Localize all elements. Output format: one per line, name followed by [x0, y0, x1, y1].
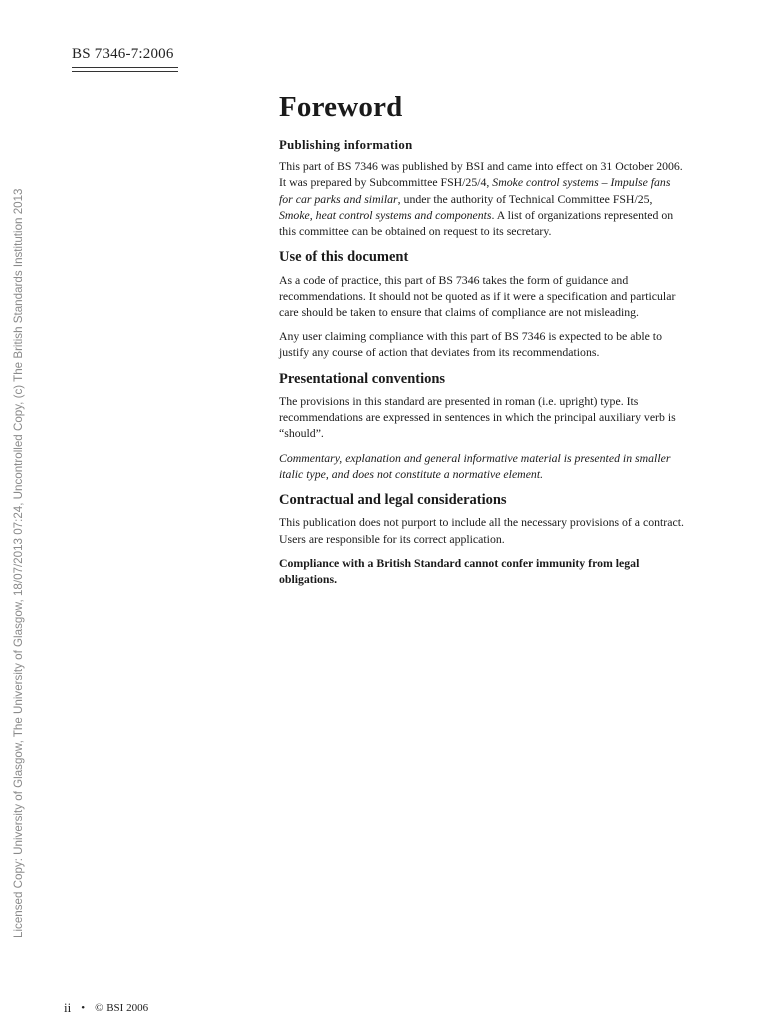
- committee-title: Smoke, heat control systems and components: [279, 207, 492, 222]
- copyright-notice: © BSI 2006: [95, 1002, 149, 1014]
- bullet-separator: •: [81, 1002, 86, 1014]
- page-title: Foreword: [279, 91, 403, 123]
- section-contractual-legal: [279, 492, 684, 587]
- paragraph: The provisions in this standard are presented in roman (i.e. upright) type. Its recommendations are expressed in sentences in which the principal auxiliary verb is “should”.: [279, 394, 676, 441]
- section-presentational-conventions: [279, 371, 684, 482]
- legal-notice: Compliance with a British Standard cannot confer immunity from legal obligations.: [279, 555, 640, 587]
- paragraph: Any user claiming compliance with this part of BS 7346 is expected to be able to justify any course of action that deviates from its recommendations.: [279, 329, 662, 360]
- foreword-content: [279, 92, 684, 597]
- document-code: BS 7346-7:2006: [72, 46, 174, 62]
- section-use-of-document: [279, 249, 684, 360]
- section-heading: Publishing information: [279, 137, 413, 152]
- paragraph: [279, 158, 684, 239]
- text-run: , under the authority of Technical Committee FSH/25,: [397, 191, 653, 206]
- page-number: ii: [64, 1000, 72, 1015]
- licence-watermark: Licensed Copy: University of Glasgow, The University of Glasgow, 18/07/2013 07:24, Uncontrolled Copy, (c) The British Standards Institution 2013: [12, 188, 25, 938]
- paragraph: This publication does not purport to include all the necessary provisions of a contract. Users are responsible for its correct application.: [279, 515, 684, 546]
- paragraph: As a code of practice, this part of BS 7346 takes the form of guidance and recommendations. It should not be quoted as if it were a specification and particular care should be taken to ensure that claims of compliance are not misleading.: [279, 272, 676, 320]
- commentary-paragraph: Commentary, explanation and general informative material is presented in smaller italic type, and does not constitute a normative element.: [279, 450, 671, 481]
- page-footer: [64, 1000, 148, 1016]
- section-publishing-information: [279, 138, 684, 239]
- text-run: This part of BS 7346 was published by BSI and came into effect on 31 October 2006. It was prepared by Subcommittee FSH/25/4,: [279, 159, 683, 190]
- header-double-rule: [72, 67, 178, 72]
- section-heading: Presentational conventions: [279, 370, 446, 387]
- text-run: . A list of organizations represented on this committee can be obtained on request to its secretary.: [279, 207, 674, 239]
- section-heading: Contractual and legal considerations: [279, 492, 507, 509]
- committee-title: Smoke control systems – Impulse fans for car parks and similar: [279, 175, 671, 206]
- section-heading: Use of this document: [279, 249, 409, 266]
